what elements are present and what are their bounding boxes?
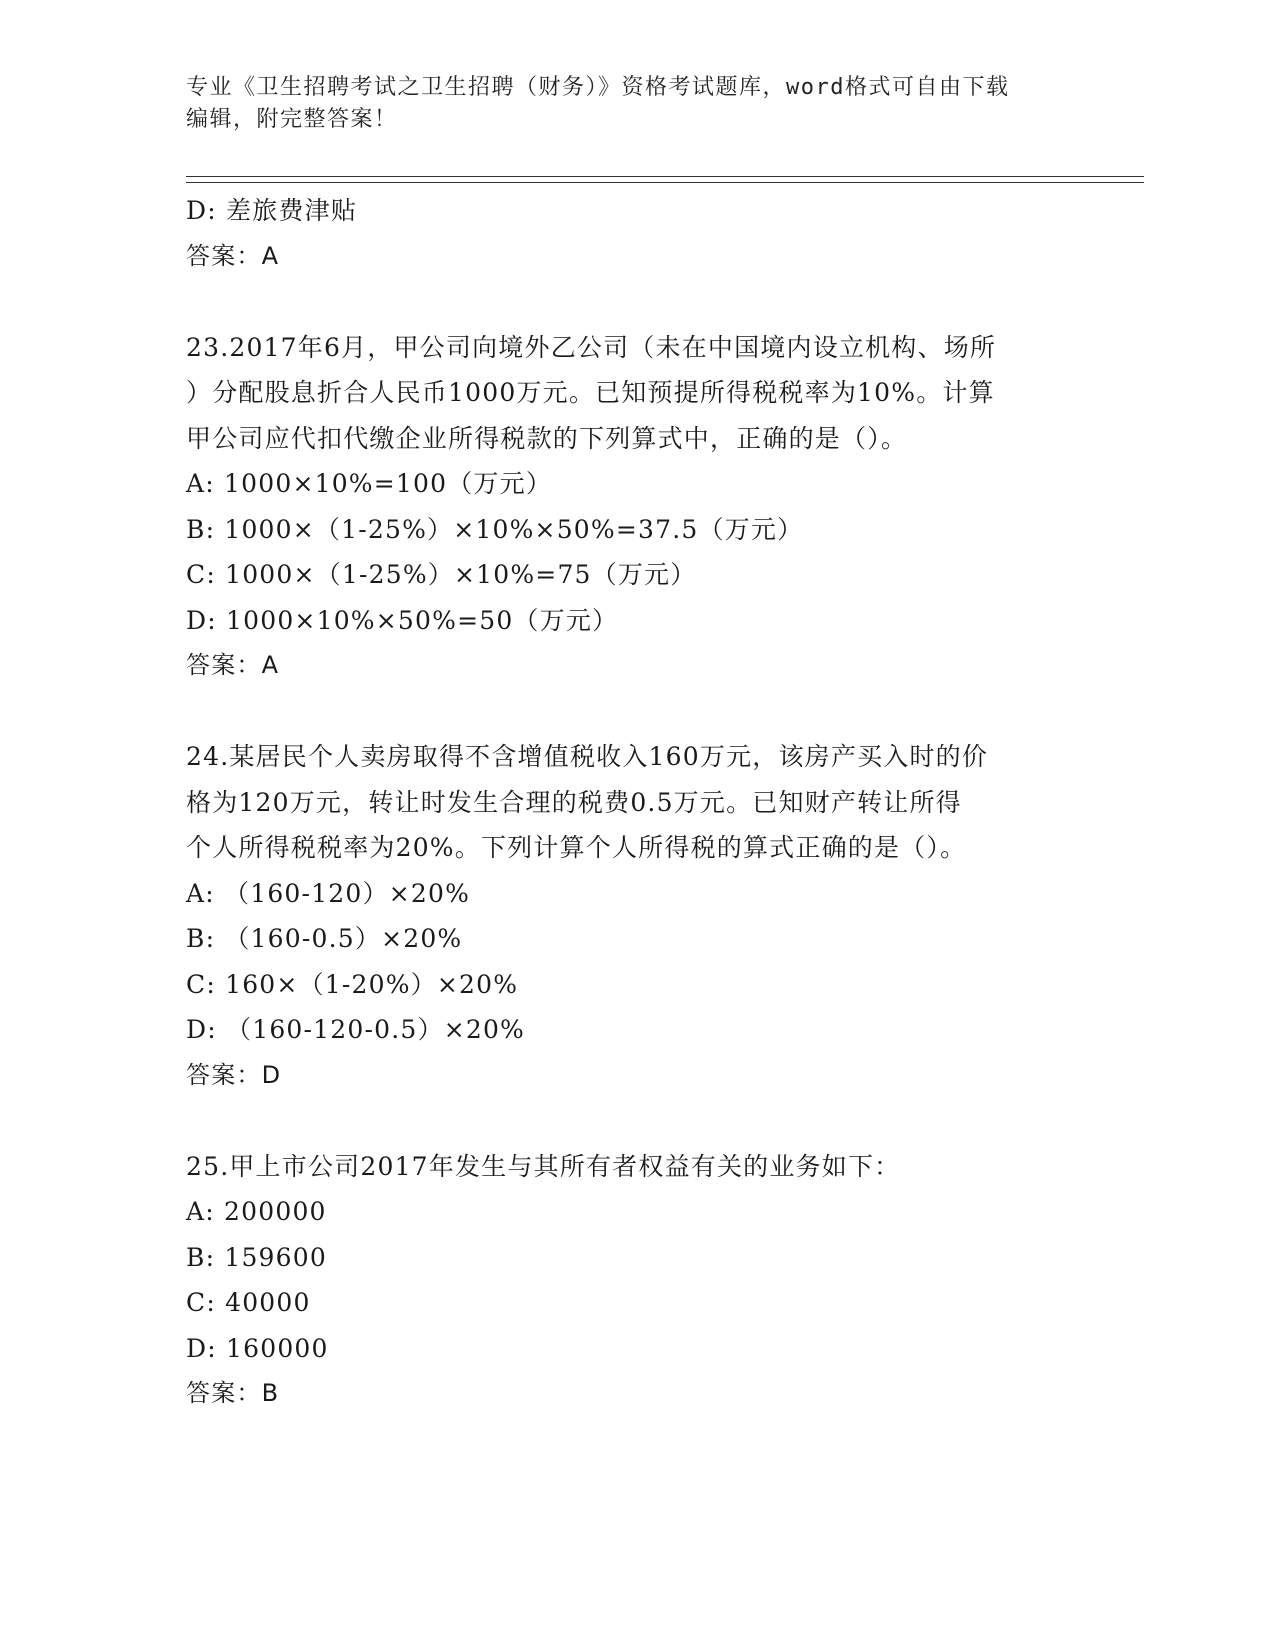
answer: 答案：B bbox=[186, 1379, 280, 1407]
question-stem-line: ）分配股息折合人民币1000万元。已知预提所得税税率为10%。计算 bbox=[186, 378, 995, 407]
answer: 答案：D bbox=[186, 1060, 282, 1089]
header-line-1: 专业《卫生招聘考试之卫生招聘（财务）》资格考试题库，word格式可自由下载 bbox=[186, 75, 1010, 100]
header-line-2: 编辑，附完整答案！ bbox=[186, 107, 398, 132]
option-b: B: （160-0.5）×20% bbox=[186, 924, 463, 953]
option-b: B: 1000×（1-25%）×10%×50%=37.5（万元） bbox=[186, 514, 804, 544]
option-c: C: 1000×（1-25%）×10%=75（万元） bbox=[186, 560, 697, 589]
question-stem-line: 格为120万元，转让时发生合理的税费0.5万元。已知财产转让所得 bbox=[186, 787, 962, 817]
question-stem-line: 24.某居民个人卖房取得不含增值税收入160万元，该房产买入时的价 bbox=[186, 742, 989, 771]
option-b: B: 159600 bbox=[186, 1242, 327, 1272]
document-header bbox=[186, 72, 1086, 136]
option-c: C: 160×（1-20%）×20% bbox=[186, 969, 519, 999]
option-d: D: 1000×10%×50%=50（万元） bbox=[186, 605, 619, 635]
question-22-tail bbox=[186, 188, 1086, 279]
option-c: C: 40000 bbox=[186, 1288, 311, 1317]
question-stem-line: 甲公司应代扣代缴企业所得税款的下列算式中，正确的是（）。 bbox=[186, 423, 908, 453]
option-a: A: 1000×10%=100（万元） bbox=[186, 469, 553, 498]
option-a: A: （160-120）×20% bbox=[186, 878, 471, 908]
spacer bbox=[186, 689, 1086, 735]
header-double-rule bbox=[186, 176, 1144, 183]
option-d: D: （160-120-0.5）×20% bbox=[186, 1015, 526, 1044]
spacer bbox=[186, 279, 1086, 325]
question-stem-line: 个人所得税税率为20%。下列计算个人所得税的算式正确的是（）。 bbox=[186, 833, 967, 862]
answer: 答案：A bbox=[186, 241, 280, 270]
option-d: D: 差旅费津贴 bbox=[186, 196, 358, 225]
question-stem-line: 23.2017年6月，甲公司向境外乙公司（未在中国境内设立机构、场所 bbox=[186, 332, 997, 362]
question-24 bbox=[186, 734, 1086, 1098]
question-stem-line: 25.甲上市公司2017年发生与其所有者权益有关的业务如下： bbox=[186, 1151, 901, 1181]
spacer bbox=[186, 1098, 1086, 1144]
answer: 答案：A bbox=[186, 651, 280, 679]
question-list bbox=[186, 188, 1086, 1417]
option-a: A: 200000 bbox=[186, 1197, 327, 1226]
question-25 bbox=[186, 1144, 1086, 1417]
option-d: D: 160000 bbox=[186, 1333, 329, 1363]
question-23 bbox=[186, 325, 1086, 689]
